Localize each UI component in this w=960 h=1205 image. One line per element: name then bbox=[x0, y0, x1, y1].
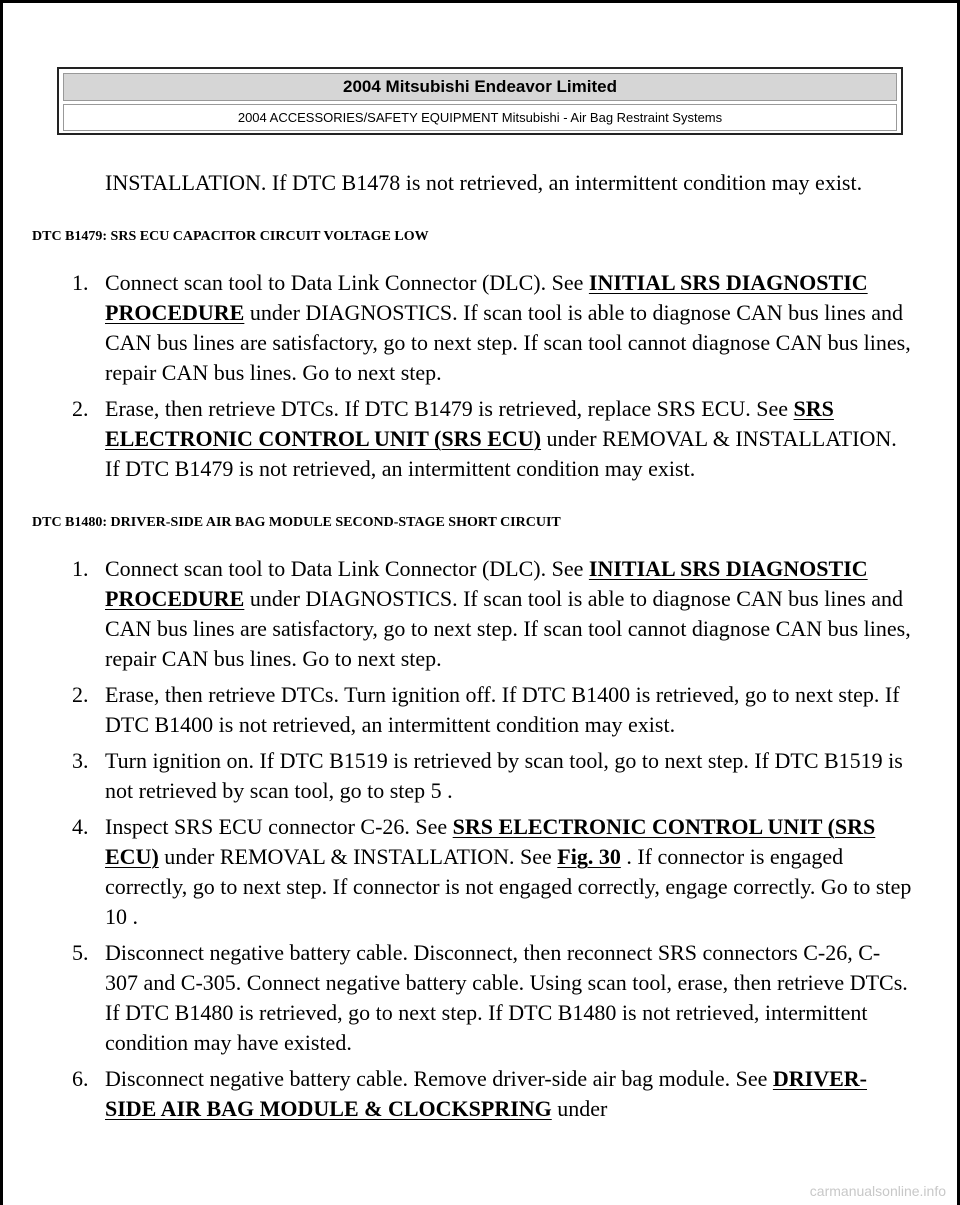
srs-ecu-link[interactable]: SRS ELECTRONIC CONTROL UNIT (SRS ECU) bbox=[105, 814, 876, 869]
document-header bbox=[57, 67, 903, 135]
section-subtitle: 2004 ACCESSORIES/SAFETY EQUIPMENT Mitsubishi - Air Bag Restraint Systems bbox=[63, 104, 897, 131]
document-body bbox=[32, 168, 912, 1130]
list-item: 2. Erase, then retrieve DTCs. If DTC B1479 is retrieved, replace SRS ECU. See SRS ELECTRONIC CONTROL UNIT (SRS ECU) under REMOVAL & INSTALLATION. If DTC B1479 is not retrieved, an intermittent condition may exist. bbox=[72, 396, 897, 481]
watermark: carmanualsonline.info bbox=[809, 1183, 946, 1199]
section-heading-b1479: DTC B1479: SRS ECU CAPACITOR CIRCUIT VOLTAGE LOW bbox=[32, 229, 429, 244]
initial-srs-diagnostic-link[interactable]: INITIAL SRS DIAGNOSTIC PROCEDURE bbox=[105, 556, 868, 611]
list-item: 1. Connect scan tool to Data Link Connector (DLC). See INITIAL SRS DIAGNOSTIC PROCEDURE under DIAGNOSTICS. If scan tool is able to diagnose CAN bus lines and CAN bus lines are satisfactory, go to next step. If scan tool cannot diagnose CAN bus lines, repair CAN bus lines. Go to next step. bbox=[72, 556, 911, 671]
vehicle-title: 2004 Mitsubishi Endeavor Limited bbox=[63, 73, 897, 101]
section-heading-b1480: DTC B1480: DRIVER-SIDE AIR BAG MODULE SECOND-STAGE SHORT CIRCUIT bbox=[32, 515, 561, 530]
page-frame-left bbox=[0, 0, 3, 1205]
list-item: 6. Disconnect negative battery cable. Remove driver-side air bag module. See DRIVER-SIDE AIR BAG MODULE & CLOCKSPRING under bbox=[72, 1066, 867, 1121]
steps-b1479 bbox=[32, 268, 912, 484]
fig-30-link[interactable]: Fig. 30 bbox=[557, 844, 621, 869]
steps-b1480 bbox=[32, 554, 912, 1124]
list-item: 3. Turn ignition on. If DTC B1519 is retrieved by scan tool, go to next step. If DTC B1519 is not retrieved by scan tool, go to step 5 . bbox=[72, 748, 903, 803]
driver-side-air-bag-link[interactable]: DRIVER-SIDE AIR BAG MODULE & CLOCKSPRING bbox=[105, 1066, 867, 1121]
srs-ecu-link[interactable]: SRS ELECTRONIC CONTROL UNIT (SRS ECU) bbox=[105, 396, 834, 451]
page-frame-top bbox=[0, 0, 960, 3]
list-item: 4. Inspect SRS ECU connector C-26. See SRS ELECTRONIC CONTROL UNIT (SRS ECU) under REMOVAL & INSTALLATION. See Fig. 30 . If connector is engaged correctly, go to next step. If connector is not engaged correctly, engage correctly. Go to step 10 . bbox=[72, 814, 912, 929]
list-item: 5. Disconnect negative battery cable. Disconnect, then reconnect SRS connectors C-26, C-307 and C-305. Connect negative battery cable. Using scan tool, erase, then retrieve DTCs. If DTC B1480 is retrieved, go to next step. If DTC B1480 is not retrieved, intermittent condition may have existed. bbox=[72, 940, 908, 1055]
list-item: 2. Erase, then retrieve DTCs. Turn ignition off. If DTC B1400 is retrieved, go to next step. If DTC B1400 is not retrieved, an intermittent condition may exist. bbox=[72, 682, 900, 737]
continuation-text: INSTALLATION. If DTC B1478 is not retrieved, an intermittent condition may exist. bbox=[105, 170, 863, 195]
list-item: 1. Connect scan tool to Data Link Connector (DLC). See INITIAL SRS DIAGNOSTIC PROCEDURE under DIAGNOSTICS. If scan tool is able to diagnose CAN bus lines and CAN bus lines are satisfactory, go to next step. If scan tool cannot diagnose CAN bus lines, repair CAN bus lines. Go to next step. bbox=[72, 270, 911, 385]
initial-srs-diagnostic-link[interactable]: INITIAL SRS DIAGNOSTIC PROCEDURE bbox=[105, 270, 868, 325]
